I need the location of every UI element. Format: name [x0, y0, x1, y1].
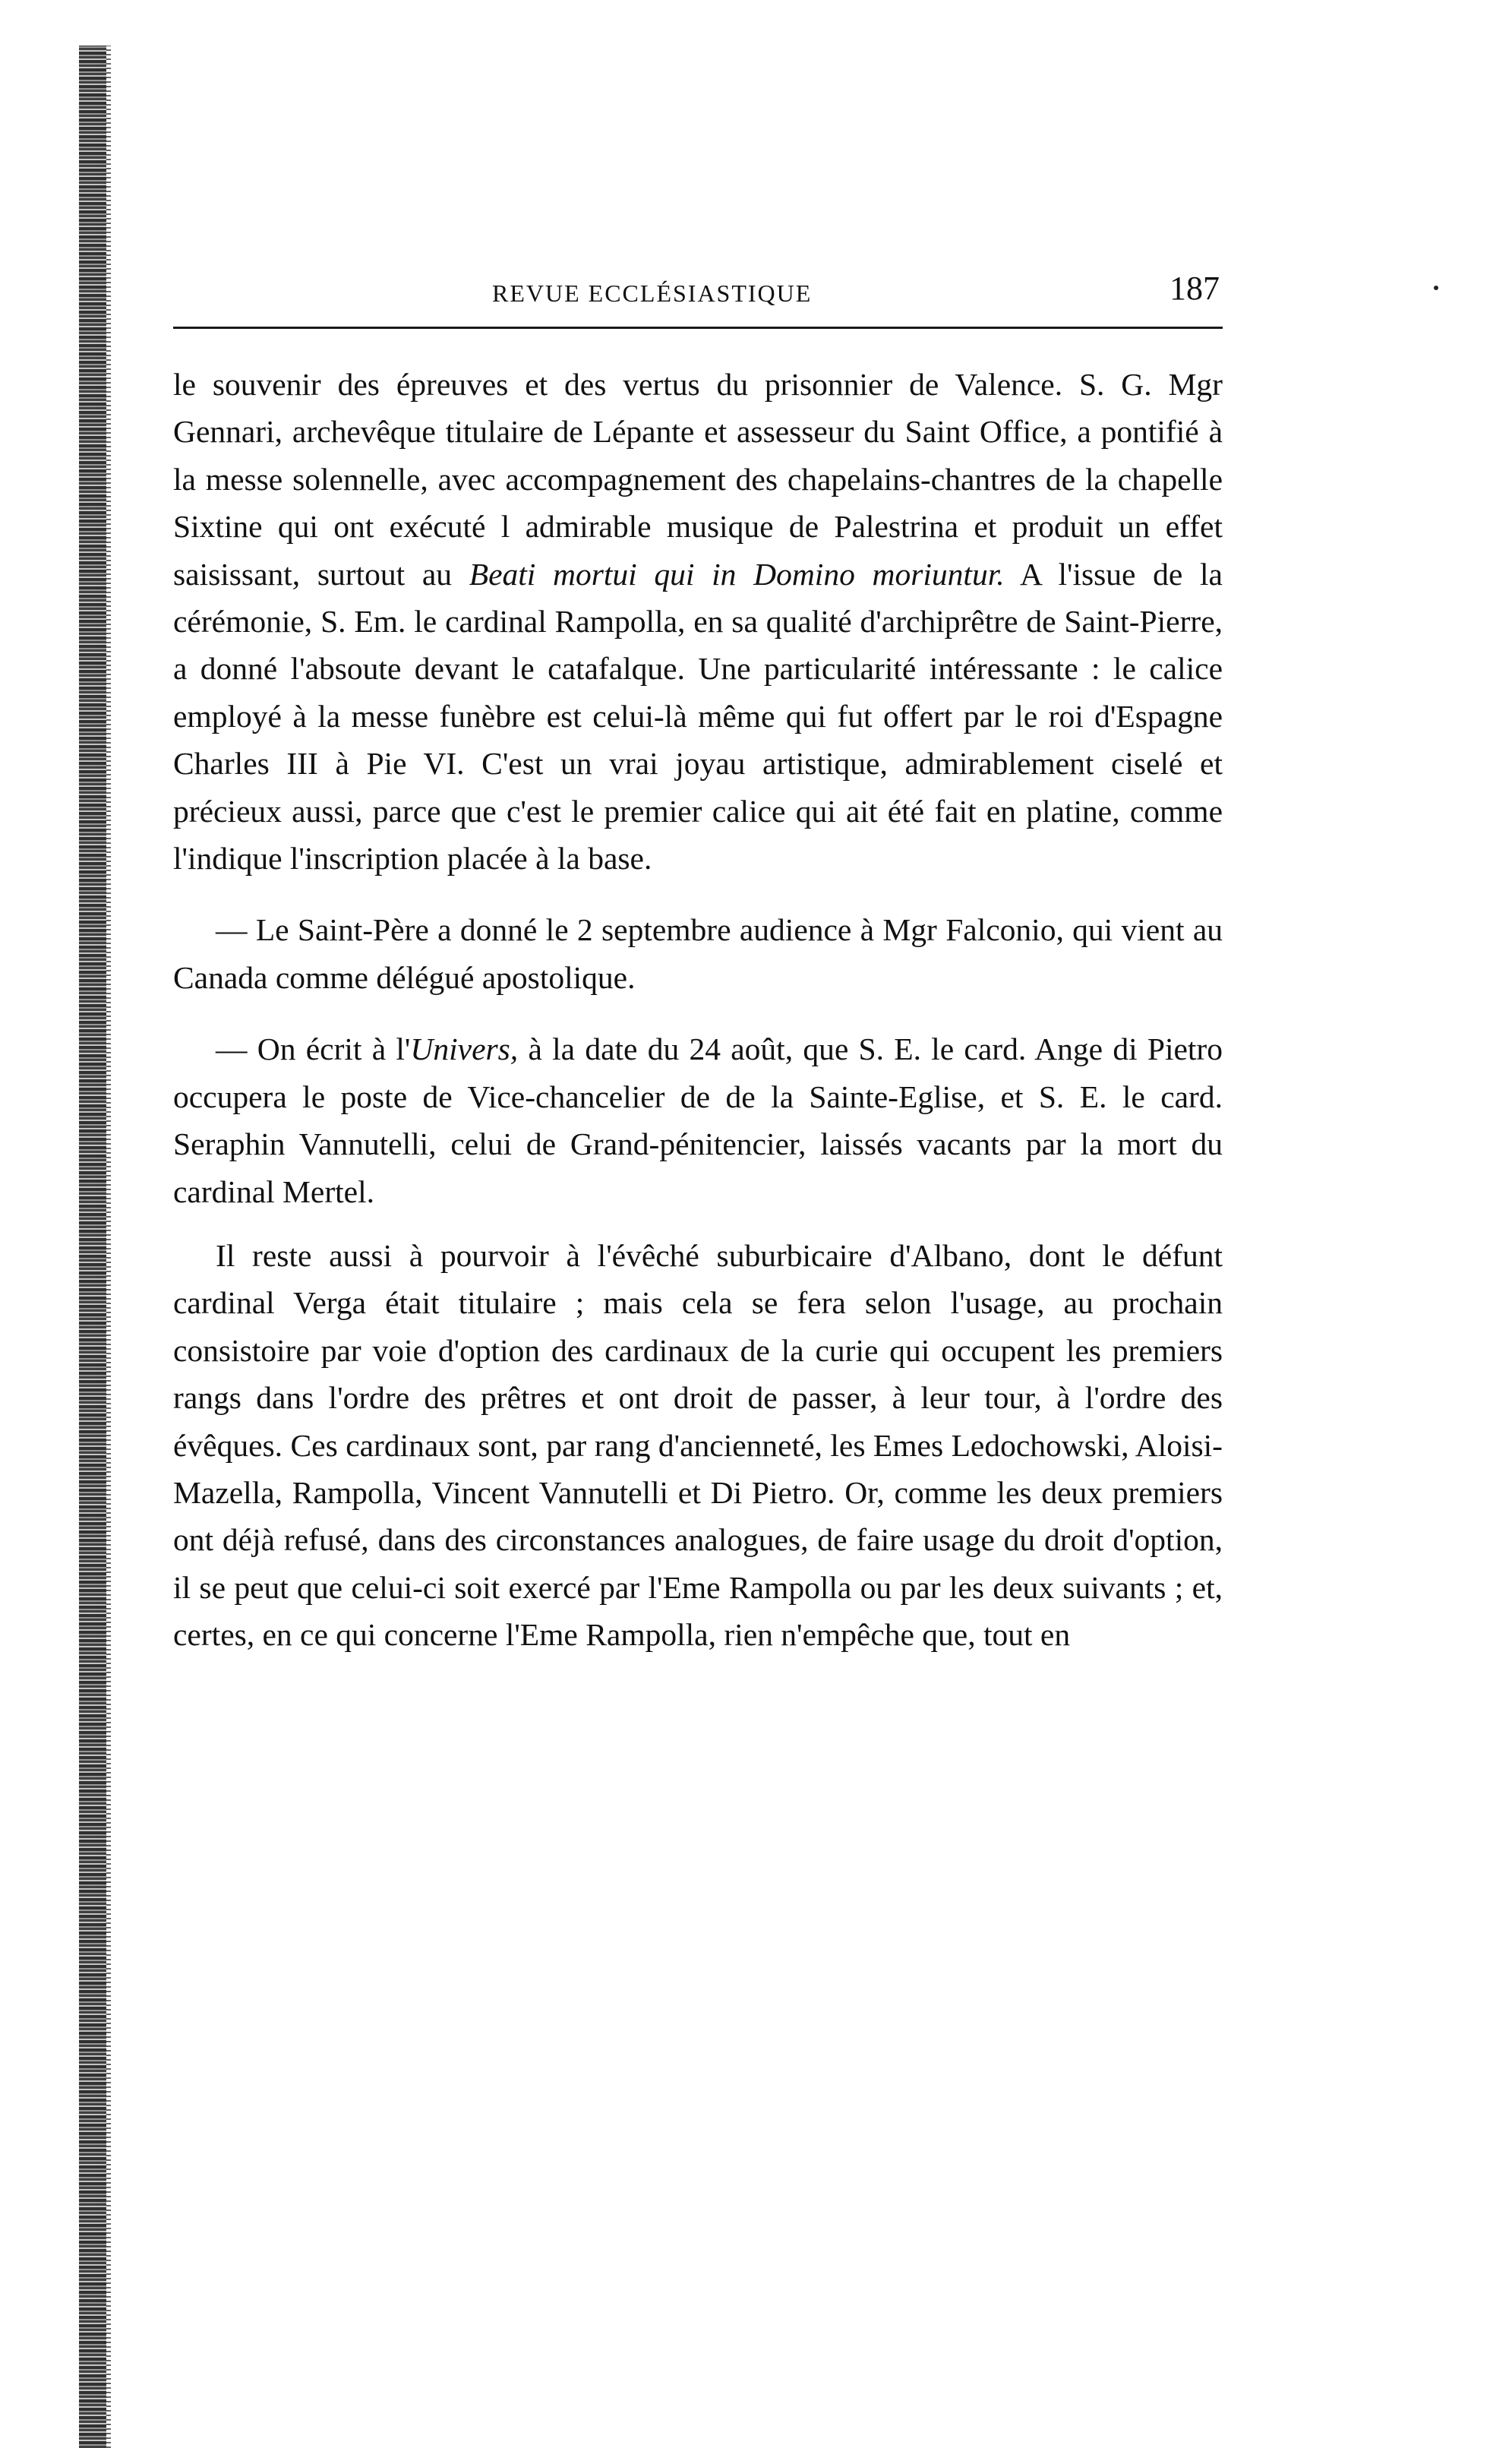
binding-edge [79, 46, 106, 2448]
running-title: REVUE ECCLÉSIASTIQUE [492, 280, 813, 307]
body-text [173, 361, 1223, 1659]
paragraph-3-newspaper-title: Univers, [410, 1031, 519, 1067]
paragraph-3-text: — On écrit à l' [216, 1031, 411, 1067]
paragraph-1-text: le souvenir des épreuves et des vertus du prisonnier de Valence. S. G. Mgr Gennari, archevêque titulaire de Lépante et assesseur du Saint Office, a pontifié à la messe solennelle, avec accompagnement des chapelains-chantres de la chapelle Sixtine qui ont exécuté l admirable musique de Palestrina et produit un effet saisissant, surtout au [173, 367, 1223, 592]
page-header [173, 251, 1223, 311]
paragraph-2: — Le Saint-Père a donné le 2 septembre audience à Mgr Falconio, qui vient au Canada comme délégué apostolique. [173, 912, 1223, 995]
paragraph-4: Il reste aussi à pourvoir à l'évêché suburbicaire d'Albano, dont le défunt cardinal Verga était titulaire ; mais cela se fera selon l'usage, au prochain consistoire par voie d'option des cardinaux de la curie qui occupent les premiers rangs dans l'ordre des prêtres et ont droit de passer, à leur tour, à l'ordre des évêques. Ces cardinaux sont, par rang d'ancienneté, les Emes Ledochowski, Aloisi-Mazella, Rampolla, Vincent Vannutelli et Di Pietro. Or, comme les deux premiers ont déjà refusé, dans des circonstances analogues, de faire usage du droit d'option, il se peut que celui-ci soit exercé par l'Eme Rampolla ou par les deux suivants ; et, certes, en ce qui concerne l'Eme Rampolla, rien n'empêche que, tout en [173, 1237, 1223, 1653]
paragraph-3-text-continued: à la date du 24 août, que S. E. le card. Ange di Pietro occupera le poste de Vice-chancelier de de la Sainte-Eglise, et S. E. le card. Seraphin Vannutelli, celui de Grand-pénitencier, laissés vacants par la mort du cardinal Mertel. [173, 1031, 1223, 1209]
paragraph-1-latin-quote: Beati mortui qui in Domino moriuntur. [469, 556, 1005, 592]
paragraph-1 [173, 361, 1223, 882]
page-number: 187 [1170, 270, 1220, 307]
book-page [173, 251, 1223, 1659]
header-rule [173, 327, 1223, 329]
ink-speck [1434, 286, 1438, 290]
paragraph-1-text-continued: A l'issue de la cérémonie, S. Em. le cardinal Rampolla, en sa qualité d'archiprêtre de Saint-Pierre, a donné l'absoute devant le catafalque. Une particularité intéressante : le calice employé à la messe funèbre est celui-là même qui fut offert par le roi d'Espagne Charles III à Pie VI. C'est un vrai joyau artistique, admirablement ciselé et précieux aussi, parce que c'est le premier calice qui ait été fait en platine, comme l'indique l'inscription placée à la base. [173, 556, 1223, 877]
paragraph-3 [173, 1025, 1223, 1215]
